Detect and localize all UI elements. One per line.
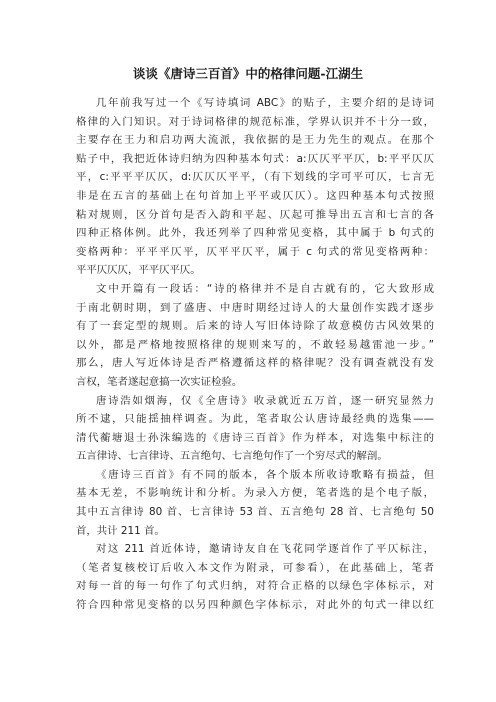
text-line: 贴子中，我把近体诗归纳为四种基本句式：a:仄仄平平仄，b:平平仄仄 (76, 152, 434, 165)
text-line: 主要存在王力和启功两大流派，我依据的是王力先生的观点。在那个 (76, 134, 434, 147)
paragraph (76, 280, 434, 392)
text-line: 四种正格体例。此外，我还列举了四种常见变格，其中属于 b 句式的 (76, 227, 434, 240)
text-line: 几年前我写过一个《写诗填词 ABC》的贴子，主要介绍的是诗词 (96, 97, 434, 109)
text-line: 非是在五言的基础上在句首加上平平或仄仄）。这四种基本句式按照 (76, 189, 434, 202)
text-line: 其中五言律诗 80 首、七言律诗 53 首、五言绝句 28 首、七言绝句 50 (76, 506, 434, 519)
text-line: 言权，笔者遂起意搞一次实证检验。 (76, 375, 243, 388)
text-line: 格律的入门知识。对于诗词格律的规范标准，学界认识并不十分一致， (76, 115, 434, 128)
text-line: 首，共计 211 首。 (76, 524, 165, 537)
text-line: 对这 211 首近体诗，邀请诗友自在飞花同学逐首作了平仄标注， (96, 543, 434, 556)
text-line: 平平仄仄仄，平平仄平仄。 (76, 264, 201, 277)
text-line: 那么，唐人写近体诗是否严格遵循这样的格律呢？没有调查就没有发 (76, 357, 434, 370)
text-line: 对每一首的每一句作了句式归纳，对符合正格的以绿色字体标示，对 (76, 580, 434, 593)
text-line: 五言律诗、七言律诗、五言绝句、七言绝句作了一个穷尽式的解剖。 (76, 450, 388, 463)
text-line: 有了一套定型的规则。后来的诗人写旧体诗除了故意模仿古风效果的 (76, 320, 434, 333)
paragraph (76, 94, 434, 280)
text-line: 清代蘅塘退士孙洙编选的《唐诗三百首》作为样本，对选集中标注的 (76, 431, 434, 444)
text-line: 唐诗浩如烟海，仅《全唐诗》收录就近五万首，逐一研究显然力 (96, 394, 434, 407)
paragraph (76, 392, 434, 466)
text-line: 文中开篇有一段话：“诗的格律并不是自古就有的，它大致形成 (96, 282, 434, 295)
text-line: 所不逮，只能揺抽样调查。为此，笔者取公认唐诗最经典的选集—— (76, 413, 434, 426)
text-line: 平，c:平平平仄仄，d:仄仄仄平平，（有下划线的字可平可仄，七言无 (76, 171, 434, 184)
document-body (76, 94, 434, 615)
text-line: 符合四种常见变格的以另四种颜色字体标示，对此外的句式一律以红 (76, 599, 434, 612)
text-line: （笔者复核校订后收入本文作为附录，可参看），在此基础上，笔者 (76, 561, 434, 574)
text-line: 以外，都是严格地按照格律的规则来写的，不敢轻易越雷池一步。” (76, 338, 434, 351)
paragraph (76, 540, 434, 614)
text-line: 粘对规则，区分首句是否入韵和平起、仄起可推导出五言和七言的各 (76, 208, 434, 221)
text-line: 变格两种：平平平仄平，仄平平仄平，属于 c 句式的常见变格两种： (76, 245, 434, 258)
text-line: 于南北朝时期，到了盛唐、中唐时期经过诗人的大量创作实践才逐步 (76, 301, 434, 314)
text-line: 基本无差，不影响统计和分析。为录入方便，笔者选的是个电子版， (76, 487, 434, 500)
document-title: 谈谈《唐诗三百首》中的格律问题-江湖生 (132, 66, 364, 81)
text-line: 《唐诗三百首》有不同的版本，各个版本所收诗歌略有损益，但 (96, 468, 434, 481)
paragraph (76, 466, 434, 540)
